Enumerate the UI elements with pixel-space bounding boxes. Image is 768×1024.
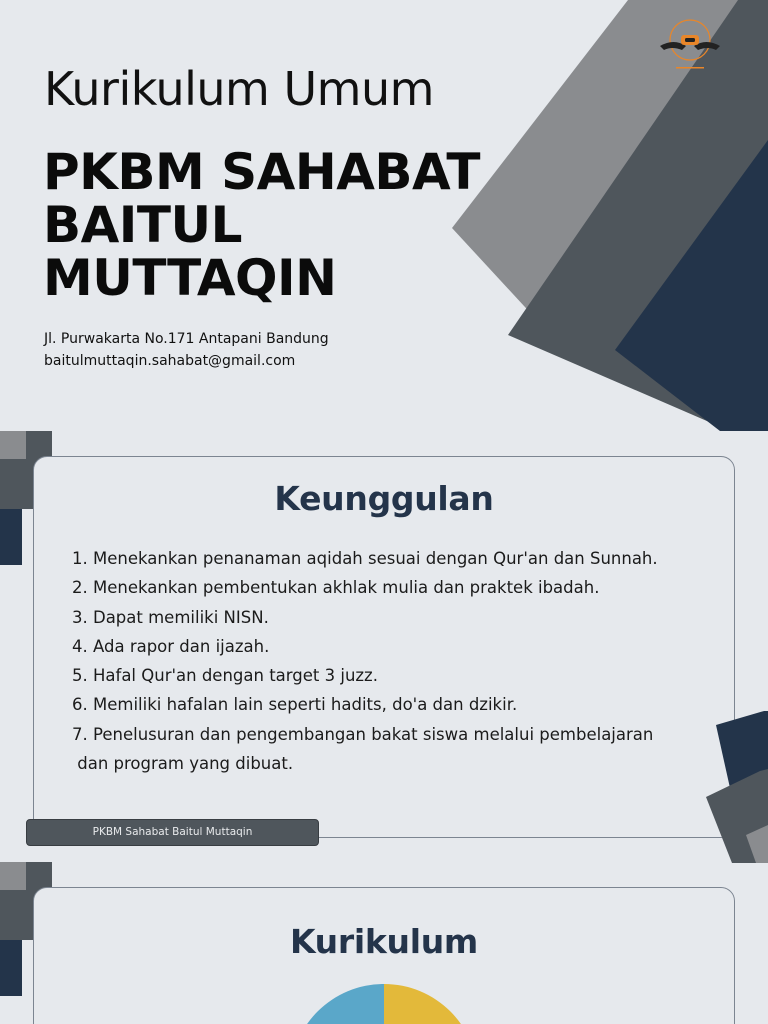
- wings-logo-icon: [656, 16, 724, 74]
- hero-title-line: MUTTAQIN: [43, 249, 337, 307]
- hero-section: [0, 0, 768, 431]
- curriculum-pie-chart: [290, 984, 480, 1024]
- advantages-card: [33, 456, 735, 838]
- list-item: 7. Penelusuran dan pengembangan bakat siswa melalui pembelajaran dan program yang dibuat.: [72, 724, 654, 774]
- hero-title: [43, 143, 503, 307]
- footer-label-badge: PKBM Sahabat Baitul Muttaqin: [26, 819, 319, 846]
- advantages-heading: Keunggulan: [274, 479, 494, 518]
- email-text[interactable]: baitulmuttaqin.sahabat@gmail.com: [44, 353, 296, 369]
- hero-title-line: PKBM SAHABAT: [43, 143, 480, 201]
- list-item: 4. Ada rapor dan ijazah.: [72, 636, 270, 656]
- list-item: 5. Hafal Qur'an dengan target 3 juzz.: [72, 666, 378, 686]
- list-item: 6. Memiliki hafalan lain seperti hadits, do'a dan dzikir.: [72, 695, 518, 715]
- list-item: 2. Menekankan pembentukan akhlak mulia dan praktek ibadah.: [72, 578, 600, 598]
- tilted-squares-decoration: [700, 705, 768, 865]
- hero-subtitle: Kurikulum Umum: [44, 62, 434, 116]
- address-text: Jl. Purwakarta No.171 Antapani Bandung: [44, 331, 329, 347]
- advantages-list: [72, 544, 712, 778]
- hero-title-line: BAITUL: [43, 196, 242, 254]
- curriculum-heading: Kurikulum: [289, 922, 478, 961]
- list-item: 1. Menekankan penanaman aqidah sesuai dengan Qur'an dan Sunnah.: [72, 549, 658, 568]
- pie-slice: [384, 984, 478, 1024]
- pie-slice: [290, 984, 384, 1024]
- list-item: 3. Dapat memiliki NISN.: [72, 607, 269, 627]
